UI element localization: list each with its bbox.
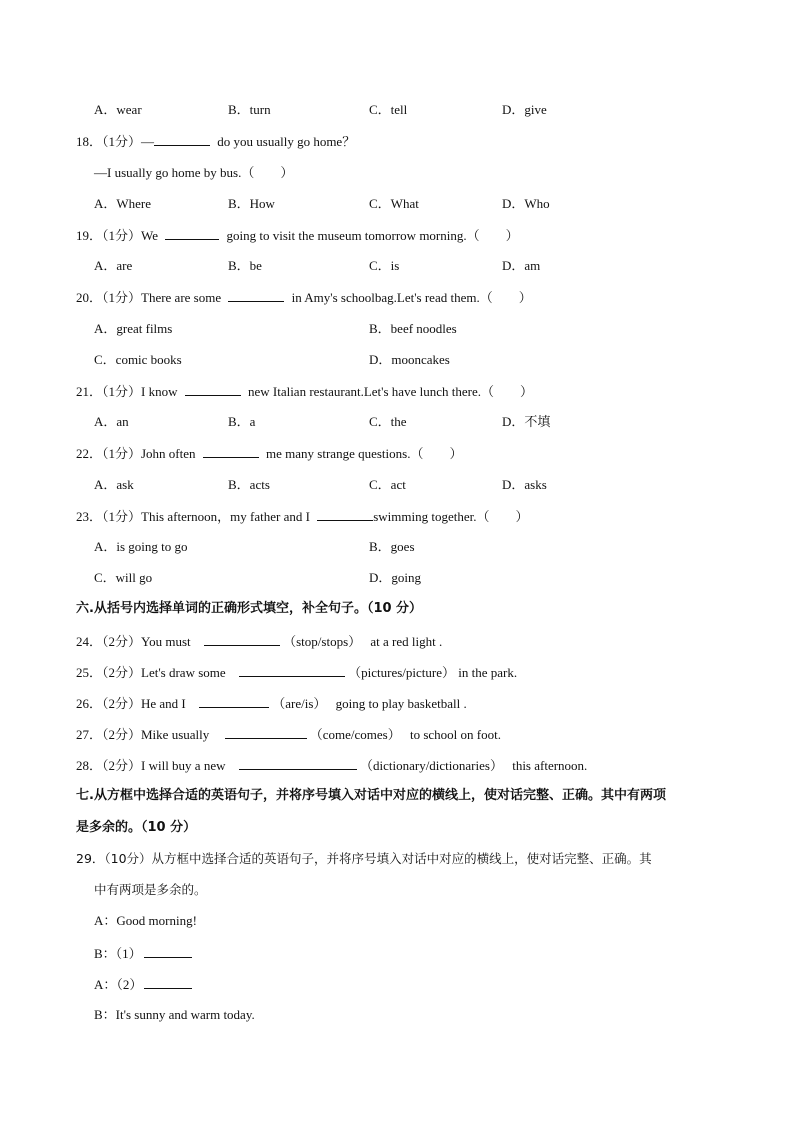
q22-blank: [203, 445, 259, 458]
q24-stem: [76, 633, 442, 650]
q28-blank: [239, 757, 357, 770]
q23-blank: [317, 508, 373, 521]
q19-option-d: D．am: [502, 258, 541, 273]
q29-dialogue-line-1: A：Good morning!: [94, 913, 197, 928]
q29-dialogue-line-2: [94, 945, 192, 962]
section-7-title-line2: 是多余的。（10 分）: [76, 820, 197, 835]
q26-stem: [76, 695, 467, 712]
section-6-title: 六.从括号内选择单词的正确形式填空，补全句子。（10 分）: [76, 601, 423, 616]
q29-dialogue-label-3: A：（2）: [94, 977, 143, 992]
q18-option-d: D．Who: [502, 196, 550, 211]
q25-blank: [239, 664, 345, 677]
q21-option-c: C．the: [369, 414, 407, 429]
q21-option-a: A．an: [94, 414, 129, 429]
q28-hint: （dictionary/dictionaries）: [359, 758, 503, 773]
q23-suffix: swimming together.（ ）: [373, 509, 529, 524]
q27-blank: [225, 726, 307, 739]
q20-option-d: D．mooncakes: [369, 352, 450, 367]
q22-stem: [76, 445, 462, 462]
q23-option-c: C．will go: [94, 570, 153, 585]
q18-option-c: C．What: [369, 196, 419, 211]
section-7-title-line1: 七.从方框中选择合适的英语句子，并将序号填入对话中对应的横线上，使对话完整、正确。其中有两项: [76, 788, 666, 803]
q21-prefix: 21．（1分）I know: [76, 384, 178, 399]
q21-option-d: D．不填: [502, 414, 551, 429]
q27-suffix: to school on foot.: [409, 727, 501, 742]
q21-blank: [185, 383, 241, 396]
q22-prefix: 22．（1分）John often: [76, 446, 196, 461]
q22-option-b: B．acts: [228, 477, 270, 492]
q26-prefix: 26．（2分）He and I: [76, 696, 186, 711]
q24-suffix: at a red light .: [370, 634, 443, 649]
q29-dialogue-line-3: [94, 976, 192, 993]
q27-hint: （come/comes）: [309, 727, 401, 742]
q29-blank-1: [144, 945, 192, 958]
q25-suffix: in the park.: [458, 665, 518, 680]
q26-blank: [199, 695, 269, 708]
q19-option-c: C．is: [369, 258, 400, 273]
q21-option-b: B．a: [228, 414, 256, 429]
q29-dialogue-label-2: B：（1）: [94, 946, 142, 961]
q19-blank: [165, 227, 219, 240]
q21-suffix: new Italian restaurant.Let's have lunch there.（ ）: [247, 384, 533, 399]
q29-stem-line2: 中有两项是多余的。: [94, 882, 207, 897]
q18-option-b: B．How: [228, 196, 275, 211]
q20-option-a: A．great films: [94, 321, 173, 336]
q28-prefix: 28．（2分）I will buy a new: [76, 758, 226, 773]
q23-option-a: A．is going to go: [94, 539, 188, 554]
q20-option-c: C．comic books: [94, 352, 182, 367]
q20-stem: [76, 289, 532, 306]
q17-option-d: D．give: [502, 102, 547, 117]
q23-prefix: 23．（1分）This afternoon，my father and I: [76, 509, 310, 524]
q25-hint: （pictures/picture）: [348, 665, 456, 680]
q28-suffix: this afternoon.: [512, 758, 588, 773]
q17-option-b: B．turn: [228, 102, 271, 117]
q18-stem: [76, 133, 355, 150]
q20-option-b: B．beef noodles: [369, 321, 457, 336]
q19-prefix: 19．（1分）We: [76, 228, 158, 243]
q29-stem-line1: 29．（10分）从方框中选择合适的英语句子，并将序号填入对话中对应的横线上，使对话完整、正确。其: [76, 851, 652, 866]
q18-option-a: A．Where: [94, 196, 152, 211]
q22-option-c: C．act: [369, 477, 406, 492]
q27-stem: [76, 726, 501, 743]
q17-option-c: C．tell: [369, 102, 408, 117]
q25-stem: [76, 664, 517, 681]
q23-stem: [76, 508, 528, 525]
q27-prefix: 27．（2分）Mike usually: [76, 727, 210, 742]
q23-option-b: B．goes: [369, 539, 415, 554]
q28-stem: [76, 757, 587, 774]
q29-dialogue-line-4: B：It's sunny and warm today.: [94, 1007, 255, 1022]
q22-suffix: me many strange questions.（ ）: [266, 446, 463, 461]
q24-blank: [204, 633, 280, 646]
q19-stem: [76, 227, 519, 244]
q19-option-b: B．be: [228, 258, 262, 273]
q22-option-a: A．ask: [94, 477, 134, 492]
q18-prefix: 18．（1分）—: [76, 134, 155, 149]
q20-suffix: in Amy's schoolbag.Let's read them.（ ）: [291, 290, 532, 305]
q24-prefix: 24．（2分）You must: [76, 634, 191, 649]
q23-option-d: D．going: [369, 570, 422, 585]
q20-prefix: 20．（1分）There are some: [76, 290, 222, 305]
q19-option-a: A．are: [94, 258, 133, 273]
q20-blank: [228, 289, 284, 302]
q18-blank: [154, 133, 210, 146]
q22-option-d: D．asks: [502, 477, 547, 492]
q29-blank-2: [144, 976, 192, 989]
q24-hint: （stop/stops）: [283, 634, 362, 649]
q26-suffix: going to play basketball .: [335, 696, 467, 711]
q26-hint: （are/is）: [272, 696, 327, 711]
q18-line2: —I usually go home by bus.（ ）: [94, 165, 294, 180]
q19-suffix: going to visit the museum tomorrow morning.（ ）: [226, 228, 519, 243]
q21-stem: [76, 383, 533, 400]
q18-suffix: do you usually go home？: [217, 134, 356, 149]
q17-option-a: A．wear: [94, 102, 142, 117]
q25-prefix: 25．（2分）Let's draw some: [76, 665, 226, 680]
